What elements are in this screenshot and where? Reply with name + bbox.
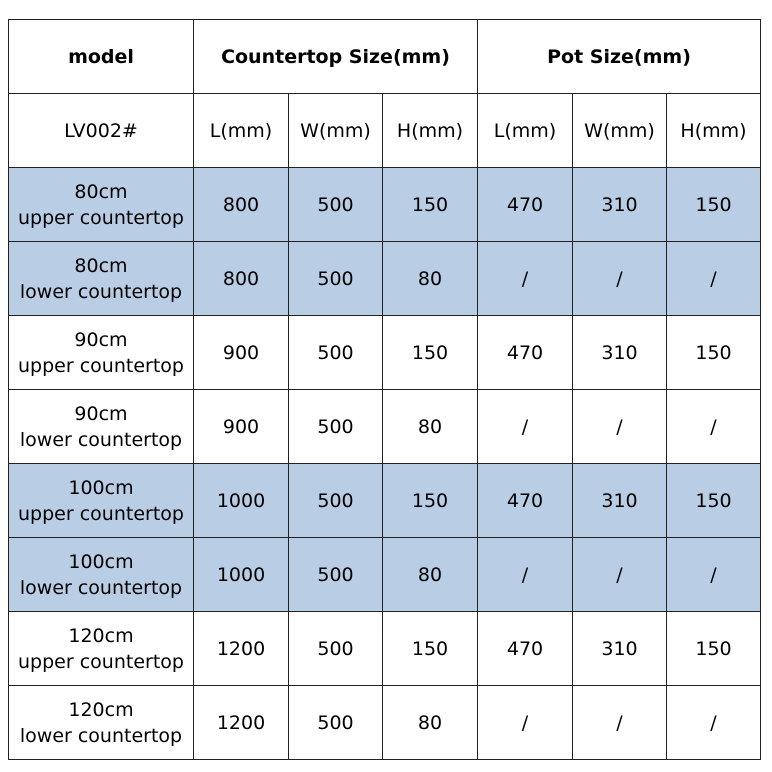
pot-height-cell: / (667, 390, 761, 464)
countertop-height-cell: 150 (383, 168, 478, 242)
spec-table (8, 19, 761, 760)
countertop-height-cell: 80 (383, 686, 478, 760)
countertop-width-cell: 500 (289, 316, 383, 390)
pot-height-cell: 150 (667, 464, 761, 538)
table-row (9, 316, 761, 390)
pot-width-cell: / (573, 242, 667, 316)
pot-length-cell: 470 (478, 168, 573, 242)
countertop-width-cell: 500 (289, 390, 383, 464)
pot-height-cell: / (667, 686, 761, 760)
countertop-height-cell: 80 (383, 538, 478, 612)
model-size-label: 80cm (74, 254, 128, 277)
model-cell (9, 168, 194, 242)
model-size-label: 120cm (68, 698, 134, 721)
model-type-label: lower countertop (19, 428, 183, 451)
countertop-length-cell: 1200 (194, 686, 289, 760)
countertop-height-cell: 80 (383, 390, 478, 464)
pot-height-cell: 150 (667, 612, 761, 686)
countertop-length-cell: 1000 (194, 464, 289, 538)
countertop-length-cell: 900 (194, 316, 289, 390)
model-type-label: upper countertop (18, 354, 184, 377)
model-cell (9, 316, 194, 390)
pot-width-cell: 310 (573, 464, 667, 538)
pot-width-cell: 310 (573, 316, 667, 390)
table-body (9, 20, 761, 760)
header-model: model (9, 20, 194, 94)
pot-length-cell: 470 (478, 464, 573, 538)
pot-length-cell: / (478, 242, 573, 316)
table-row (9, 168, 761, 242)
countertop-length-cell: 1000 (194, 538, 289, 612)
model-type-label: lower countertop (19, 576, 183, 599)
pot-height-cell: 150 (667, 316, 761, 390)
countertop-length-cell: 800 (194, 242, 289, 316)
subheader-countertop-length: L(mm) (194, 94, 289, 168)
table-row (9, 686, 761, 760)
pot-width-cell: / (573, 538, 667, 612)
countertop-length-cell: 900 (194, 390, 289, 464)
countertop-length-cell: 800 (194, 168, 289, 242)
model-cell (9, 242, 194, 316)
subheader-countertop-height: H(mm) (383, 94, 478, 168)
pot-height-cell: 150 (667, 168, 761, 242)
countertop-width-cell: 500 (289, 612, 383, 686)
table-row (9, 390, 761, 464)
countertop-height-cell: 150 (383, 612, 478, 686)
subheader-pot-length: L(mm) (478, 94, 573, 168)
countertop-width-cell: 500 (289, 538, 383, 612)
model-type-label: lower countertop (19, 724, 183, 747)
model-size-label: 80cm (74, 180, 128, 203)
subheader-row (9, 94, 761, 168)
countertop-length-cell: 1200 (194, 612, 289, 686)
model-cell (9, 686, 194, 760)
pot-height-cell: / (667, 242, 761, 316)
header-countertop-size: Countertop Size(mm) (194, 20, 478, 94)
countertop-height-cell: 80 (383, 242, 478, 316)
subheader-model-code: LV002# (9, 94, 194, 168)
model-size-label: 90cm (74, 402, 128, 425)
model-cell (9, 464, 194, 538)
countertop-width-cell: 500 (289, 242, 383, 316)
pot-height-cell: / (667, 538, 761, 612)
model-size-label: 120cm (68, 624, 134, 647)
header-row (9, 20, 761, 94)
pot-length-cell: 470 (478, 612, 573, 686)
table-row (9, 612, 761, 686)
header-pot-size: Pot Size(mm) (478, 20, 761, 94)
model-size-label: 100cm (68, 550, 134, 573)
subheader-pot-width: W(mm) (573, 94, 667, 168)
table-row (9, 464, 761, 538)
model-cell (9, 538, 194, 612)
model-type-label: upper countertop (18, 206, 184, 229)
countertop-width-cell: 500 (289, 168, 383, 242)
pot-width-cell: 310 (573, 168, 667, 242)
countertop-width-cell: 500 (289, 464, 383, 538)
model-type-label: lower countertop (19, 280, 183, 303)
pot-length-cell: / (478, 390, 573, 464)
model-cell (9, 612, 194, 686)
table-row (9, 538, 761, 612)
countertop-width-cell: 500 (289, 686, 383, 760)
model-type-label: upper countertop (18, 650, 184, 673)
table-row (9, 242, 761, 316)
pot-length-cell: 470 (478, 316, 573, 390)
countertop-height-cell: 150 (383, 464, 478, 538)
subheader-countertop-width: W(mm) (289, 94, 383, 168)
pot-length-cell: / (478, 686, 573, 760)
countertop-height-cell: 150 (383, 316, 478, 390)
model-size-label: 90cm (74, 328, 128, 351)
pot-width-cell: / (573, 390, 667, 464)
pot-width-cell: 310 (573, 612, 667, 686)
model-size-label: 100cm (68, 476, 134, 499)
subheader-pot-height: H(mm) (667, 94, 761, 168)
model-cell (9, 390, 194, 464)
model-type-label: upper countertop (18, 502, 184, 525)
pot-length-cell: / (478, 538, 573, 612)
pot-width-cell: / (573, 686, 667, 760)
